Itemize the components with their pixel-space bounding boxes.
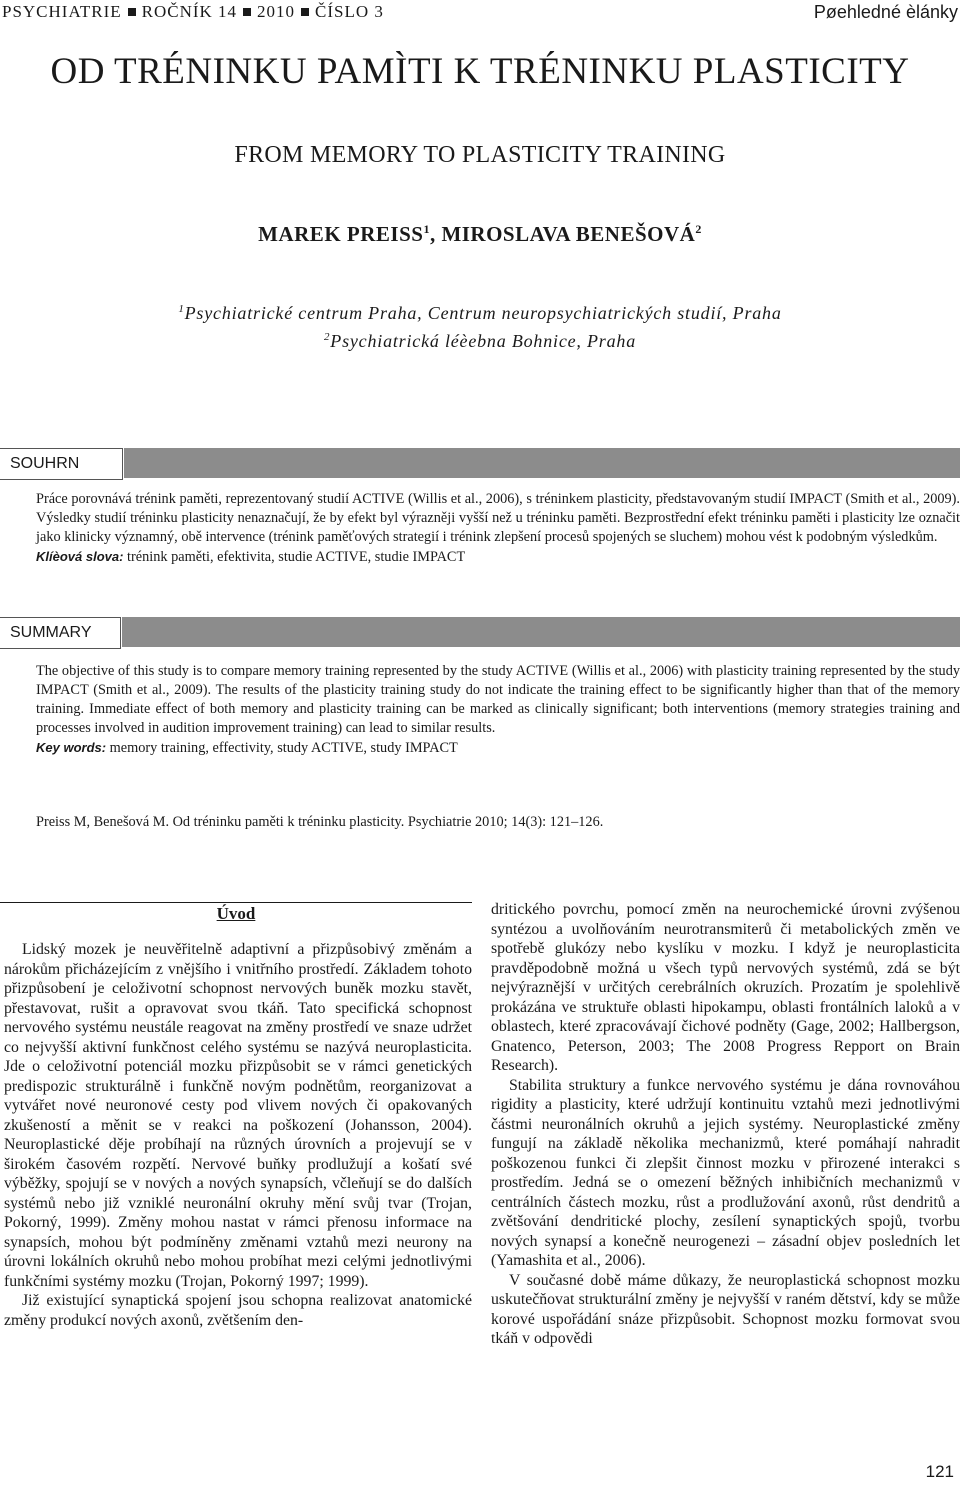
souhrn-banner [0, 448, 960, 478]
keywords-label: Klíèová slova: [36, 549, 124, 564]
author-affiliation-mark: 2 [695, 222, 702, 236]
summary-banner [0, 617, 960, 647]
affiliation [0, 303, 960, 324]
affiliation [0, 331, 960, 352]
article-title: OD TRÉNINKU PAMÌTI K TRÉNINKU PLASTICITY [50, 51, 910, 92]
square-separator-icon [128, 8, 136, 16]
author-name: MAREK PREISS [258, 222, 424, 246]
authors [0, 222, 960, 247]
journal-info [2, 2, 384, 22]
section-name: Pøehledné èlánky [813, 2, 958, 22]
article-subtitle: FROM MEMORY TO PLASTICITY TRAINING [234, 142, 726, 168]
body-column-left [4, 940, 472, 1460]
body-paragraph: Již existující synaptická spojení jsou schopna realizovat anatomické změny produkcí nových axonů, zvětšením den- [4, 1292, 472, 1329]
journal-name: PSYCHIATRIE [2, 2, 122, 21]
summary-keywords [36, 738, 960, 758]
souhrn-body: Práce porovnává trénink paměti, reprezentovaný studií ACTIVE (Willis et al., 2006), s tréninkem plasticity, představovaným studií IMPACT (Smith et al., 2009). Výsledky studií tréninku plasticity nenaznačují, že by efekt byl výrazněji vyšší než u tréninku paměti. Bezprostřední efekt tréninku paměti i plasticity lze označit jako klinicky významný, obě intervence (trénink paměťových strategií i trénink zlepšení procesů spojených se sluchem) mohou vést k podobným výsledkům. [36, 491, 960, 545]
journal-issue: ČÍSLO 3 [315, 2, 384, 21]
column-rule [0, 902, 472, 903]
intro-heading: Úvod [216, 904, 256, 923]
body-column-right [491, 900, 960, 1460]
square-separator-icon [243, 8, 251, 16]
banner-bar [122, 617, 960, 647]
souhrn-keywords [36, 547, 960, 567]
affiliation-text: Psychiatrické centrum Praha, Centrum neuropsychiatrických studií, Praha [184, 303, 782, 323]
keywords-value: trénink paměti, efektivita, studie ACTIVE, studie IMPACT [127, 549, 466, 565]
summary-abstract [36, 662, 960, 758]
affiliation-mark: 2 [323, 331, 331, 343]
banner-bar [124, 448, 960, 478]
author-affiliation-mark: 1 [423, 222, 430, 236]
body-paragraph: Stabilita struktury a funkce nervového systému je dána rovnováhou rigidity a plasticity, které udržují kontinuitu vztahů mezi jednotlivými částmi neuronálních okruhů a jejich systémy. Neuroplastické změny fungují na základě několika mechanizmů, které pomáhají nahradit poškozenou funkci či zlepšit činnost mozku v přirozené interakci s prostředím. Jedná se o omezení běžných inhibičních mechanizmů v centrálních částech mozku, růst a prodlužování axonů, růst dendritů a zvětšování dendritické plochy, zesílení synaptických spojů, tvorbu nových synapsí a konečně neurogenezi – zásadní objev posledních let (Yamashita et al., 2006). [491, 1076, 960, 1269]
affiliation-mark: 1 [178, 303, 185, 315]
summary-body: The objective of this study is to compare memory training represented by the study ACTIVE (Willis et al., 2006) with plasticity training represented by the study IMPACT (Smith et al., 2009). The results of the plasticity training study do not indicate the training effect to be significantly higher than that of the memory training. Immediate effect of both memory and plasticity training can be marked as clinically significant; both interventions (memory strategies training and processes involved in audition improvement training) can lead to similar results. [36, 663, 960, 736]
souhrn-abstract [36, 490, 960, 567]
body-paragraph: V současné době máme důkazy, že neuroplastická schopnost mozku uskutečňovat strukturální změny je nejvyšší v raném dětství, kdy se může korové uspořádání snáze přizpůsobit. Schopnost mozku formovat svou tkáň v odpovědi [491, 1271, 960, 1347]
author-name: MIROSLAVA BENEŠOVÁ [441, 222, 696, 246]
body-paragraph: dritického povrchu, pomocí změn na neurochemické úrovni zvýšenou syntézou a uvolňováním neurotransmiterů či metabolických změn ve spotřebě glukózy nebo kyslíku v mozku. I když je neuroplasticita pravděpodobně možná u všech typů nervových systémů, zdá se být nejvýraznější v určitých cerebrálních okruzích. Prozatím je spolehlivě prokázána ve struktuře oblasti hipokampu, oblasti frontálních laloků a v oblastech, které zpracovávají čichové podněty (Gage, 2002; Hallbergson, Gnatenco, Peterson, 2003; The 2008 Progress Repport on Brain Research). [491, 901, 960, 1074]
author-separator: , [429, 222, 442, 246]
body-paragraph: Lidský mozek je neuvěřitelně adaptivní a přizpůsobivý změnám a nárokům přicházejícím z vnějšího i vnitřního prostředí. Základem tohoto přizpůsobení je celoživotní schopnost nervových buněk mozku stavět, přestavovat, rušit a opravovat svou tkáň. Tato specifická schopnost nervového systému neustále reagovat na změny prostředí ve snaze udržet co nejvyšší aktivní funkčnost celého systému se nazývá neuroplasticita. Jde o celoživotní potenciál mozku přizpůsobit se v rámci genetických predispozic strukturálně i funkčně novým podnětům, reorganizovat a vytvářet nové neuronové cesty pod vlivem nových či opakovaných zkušeností a měnit se v reakci na poškození (Johansson, 2004). Neuroplastické děje probíhají na různých úrovních a projevují se v širokém časovém rozpětí. Nervové buňky prodlužují a košatí své výběžky, spojují se v nových a nových synapsích, včleňují se do dalších systémů nebo již vzniklé neuronální okruhy mění svůj tvar (Trojan, Pokorný, 1999). Změny mohou nastat v rámci přenosu informace na synapsích, mohou být podmíněny změnami vztahů mezi neurony na úrovni lokálních okruhů nebo mohou probíhat mezi celými jednotlivými funkčními systémy mozku (Trojan, Pokorný 1997; 1999). [4, 941, 472, 1290]
page-number: 121 [925, 1462, 954, 1481]
summary-label: SUMMARY [0, 617, 121, 649]
souhrn-label: SOUHRN [0, 448, 123, 480]
keywords-label: Key words: [36, 740, 107, 755]
square-separator-icon [301, 8, 309, 16]
citation: Preiss M, Benešová M. Od tréninku paměti k tréninku plasticity. Psychiatrie 2010; 14(3): 121–126. [36, 814, 604, 830]
keywords-value: memory training, effectivity, study ACTIVE, study IMPACT [109, 740, 458, 756]
journal-volume: ROČNÍK 14 [141, 2, 238, 21]
journal-year: 2010 [257, 2, 296, 21]
affiliation-text: Psychiatrická léèebna Bohnice, Praha [330, 331, 637, 351]
running-header [0, 2, 960, 24]
